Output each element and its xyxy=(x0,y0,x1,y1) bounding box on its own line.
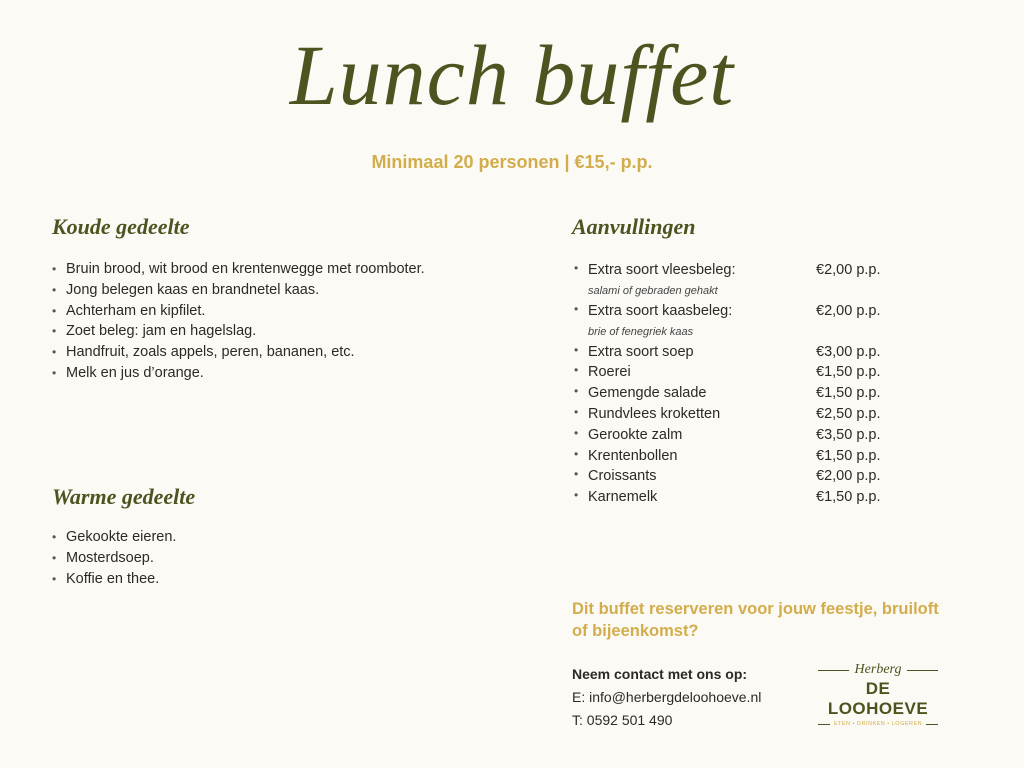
extra-price: €2,00 p.p. xyxy=(816,262,881,278)
list-item: • Zoet beleg: jam en hagelslag. xyxy=(50,321,530,342)
extra-item xyxy=(572,260,932,301)
extra-item xyxy=(572,446,932,467)
extra-price: €2,50 p.p. xyxy=(816,405,881,422)
extra-price: €3,50 p.p. xyxy=(816,426,881,443)
koude-list xyxy=(50,259,530,384)
extra-note: brie of fenegriek kaas xyxy=(588,325,694,338)
extra-item xyxy=(572,466,932,487)
list-item: • Achterham en kipfilet. xyxy=(50,301,530,322)
extra-item xyxy=(572,383,932,404)
logo-rule xyxy=(818,670,849,671)
extra-name: • Gemengde salade xyxy=(588,385,707,402)
warme-list xyxy=(50,527,450,589)
list-item: • Koffie en thee. xyxy=(50,569,450,590)
extra-item xyxy=(572,404,932,425)
extra-name: • Extra soort kaasbeleg: xyxy=(588,302,733,319)
extra-name: • Rundvlees kroketten xyxy=(588,405,721,422)
extra-item xyxy=(572,362,932,383)
list-item: • Jong belegen kaas en brandnetel kaas. xyxy=(50,280,530,301)
extra-price: €1,50 p.p. xyxy=(816,489,881,506)
extra-price: €1,50 p.p. xyxy=(816,447,881,464)
extra-price: €3,00 p.p. xyxy=(816,343,881,360)
contact-email[interactable]: E: info@herbergdeloohoeve.nl xyxy=(572,689,762,705)
list-item: • Handfruit, zoals appels, peren, bananen, etc. xyxy=(50,342,530,363)
price-subtitle: Minimaal 20 personen | €15,- p.p. xyxy=(371,152,653,172)
extra-price: €1,50 p.p. xyxy=(816,385,881,402)
extra-name: • Krentenbollen xyxy=(588,447,678,464)
aanvullingen-heading: Aanvullingen xyxy=(572,214,696,239)
extra-price: €2,00 p.p. xyxy=(816,468,881,485)
list-item: • Bruin brood, wit brood en krentenwegge met roomboter. xyxy=(50,259,530,280)
logo-tagline: ETEN • DRINKEN • LOGEREN xyxy=(833,721,923,727)
contact-phone[interactable]: T: 0592 501 490 xyxy=(572,712,673,728)
extra-name: • Extra soort soep xyxy=(588,343,694,360)
extra-note: salami of gebraden gehakt xyxy=(588,284,718,297)
contact-block xyxy=(572,663,761,732)
page-title: Lunch buffet xyxy=(289,27,735,123)
extra-price: €1,50 p.p. xyxy=(816,364,881,381)
extra-name: • Croissants xyxy=(588,468,657,485)
extra-item xyxy=(572,301,932,342)
extra-name: • Karnemelk xyxy=(588,489,658,506)
extra-item xyxy=(572,425,932,446)
logo xyxy=(818,662,938,727)
koude-heading: Koude gedeelte xyxy=(52,214,190,239)
aanvullingen-list xyxy=(572,260,932,508)
reservation-cta: Dit buffet reserveren voor jouw feestje, bruiloft of bijeenkomst? xyxy=(572,600,939,640)
logo-script: Herberg xyxy=(854,662,902,677)
extra-item xyxy=(572,342,932,363)
extra-name: • Extra soort vleesbeleg: xyxy=(588,262,736,278)
list-item: • Gekookte eieren. xyxy=(50,527,450,548)
extra-item xyxy=(572,487,932,508)
list-item: • Melk en jus d’orange. xyxy=(50,363,530,384)
extra-name: • Roerei xyxy=(588,364,631,381)
extra-name: • Gerookte zalm xyxy=(588,426,683,443)
logo-rule xyxy=(818,724,830,725)
logo-name: DE LOOHOEVE xyxy=(827,679,929,718)
logo-rule xyxy=(907,670,938,671)
extra-price: €2,00 p.p. xyxy=(816,302,881,319)
logo-rule xyxy=(926,724,938,725)
contact-title: Neem contact met ons op: xyxy=(572,666,748,682)
list-item: • Mosterdsoep. xyxy=(50,548,450,569)
warme-heading: Warme gedeelte xyxy=(52,484,196,509)
